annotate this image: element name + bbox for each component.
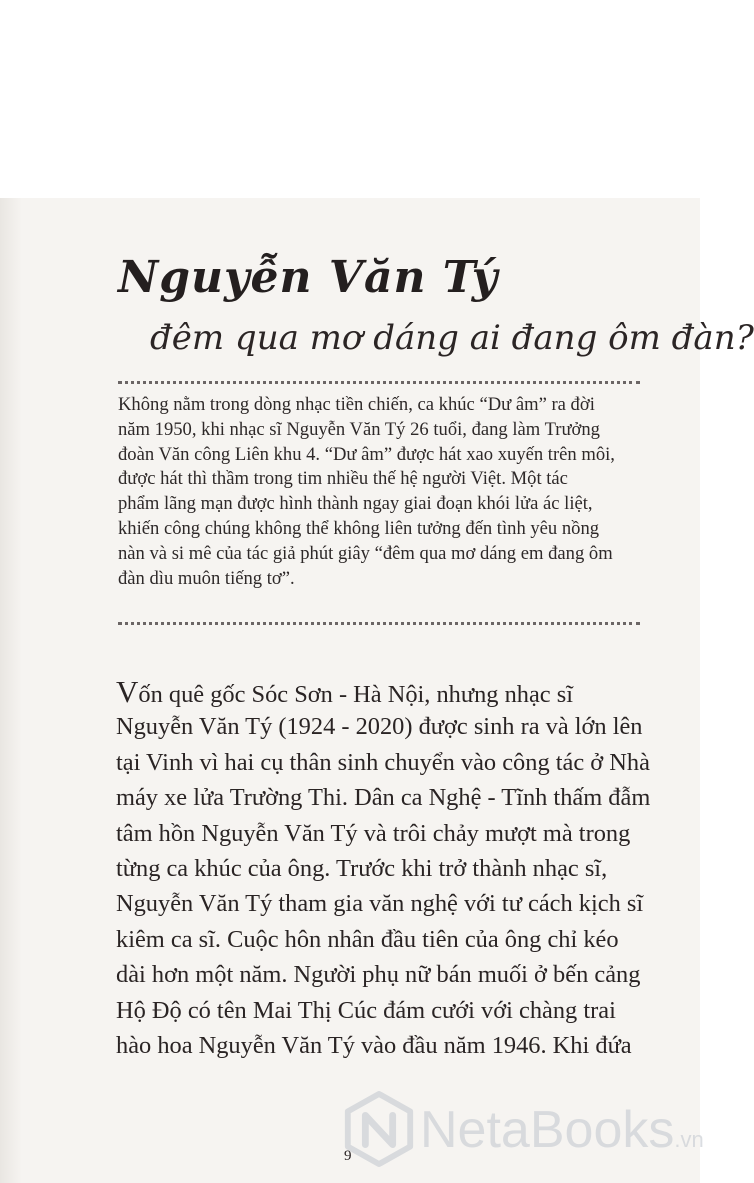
drop-cap-letter: V xyxy=(116,674,139,709)
body-line: hào hoa Nguyễn Văn Tý vào đầu năm 1946. Khi đứa xyxy=(116,1031,632,1059)
body-first-line xyxy=(116,674,656,709)
body-line: Hộ Độ có tên Mai Thị Cúc đám cưới với chàng trai xyxy=(116,996,616,1024)
body-line: tại Vinh vì hai cụ thân sinh chuyển vào công tác ở Nhà xyxy=(116,748,650,776)
body-line: kiêm ca sĩ. Cuộc hôn nhân đầu tiên của ông chỉ kéo xyxy=(116,925,619,953)
chapter-subtitle: đêm qua mơ dáng ai đang ôm đàn? xyxy=(150,318,754,358)
netabooks-watermark xyxy=(340,1090,704,1170)
netabooks-logo-icon xyxy=(340,1090,418,1168)
intro-line: Không nằm trong dòng nhạc tiền chiến, ca khúc “Dư âm” ra đời xyxy=(118,394,595,415)
page-gutter-shadow xyxy=(0,198,22,1183)
body-line: Nguyễn Văn Tý (1924 - 2020) được sinh ra và lớn lên xyxy=(116,713,643,741)
body-line: từng ca khúc của ông. Trước khi trở thành nhạc sĩ, xyxy=(116,854,608,882)
watermark-text xyxy=(420,1100,704,1160)
dotted-divider-bottom xyxy=(118,622,640,625)
intro-line: nàn và si mê của tác giả phút giây “đêm qua mơ dáng em đang ôm xyxy=(118,542,613,564)
watermark-suffix: .vn xyxy=(674,1127,704,1152)
body-first-line-text: ốn quê gốc Sóc Sơn - Hà Nội, nhưng nhạc sĩ xyxy=(138,681,573,708)
intro-line: đoàn Văn công Liên khu 4. “Dư âm” được hát xao xuyến trên môi, xyxy=(118,443,615,465)
intro-line: phẩm lãng mạn được hình thành ngay giai đoạn khói lửa ác liệt, xyxy=(118,493,593,515)
body-line: dài hơn một năm. Người phụ nữ bán muối ở bến cảng xyxy=(116,961,641,989)
intro-paragraph xyxy=(118,393,648,591)
body-line: tâm hồn Nguyễn Văn Tý và trôi chảy mượt mà trong xyxy=(116,819,631,847)
watermark-brand: NetaBooks xyxy=(420,1101,675,1159)
dotted-divider-top xyxy=(118,381,640,384)
intro-line: khiến công chúng không thể không liên tưởng đến tình yêu nồng xyxy=(118,517,600,539)
body-line: Nguyễn Văn Tý tham gia văn nghệ với tư cách kịch sĩ xyxy=(116,890,644,918)
intro-line: được hát thì thầm trong tim nhiều thế hệ người Việt. Một tác xyxy=(118,468,568,490)
chapter-title: Nguyễn Văn Tý xyxy=(118,252,499,303)
page-number: 9 xyxy=(344,1148,352,1164)
body-line: máy xe lửa Trường Thi. Dân ca Nghệ - Tĩnh thấm đẫm xyxy=(116,784,651,812)
intro-line: năm 1950, khi nhạc sĩ Nguyễn Văn Tý 26 tuổi, đang làm Trưởng xyxy=(118,418,600,440)
intro-line: đàn dìu muôn tiếng tơ”. xyxy=(118,567,295,589)
body-paragraph xyxy=(116,674,656,1063)
